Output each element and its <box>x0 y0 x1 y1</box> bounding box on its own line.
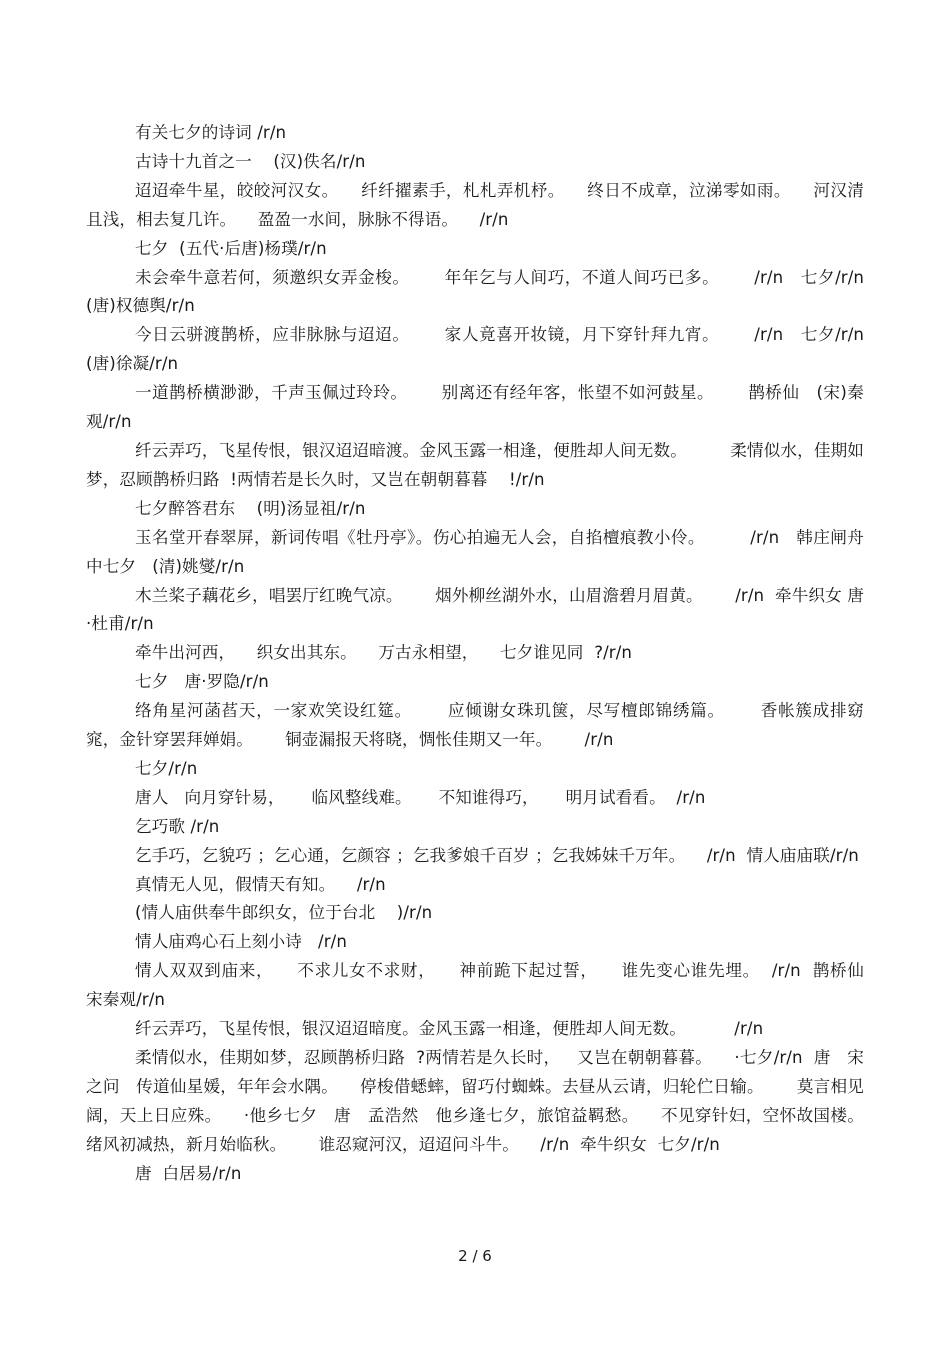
paragraph: 情人庙鸡心石上刻小诗 /r/n <box>135 932 347 952</box>
paragraph: 玉名堂开春翠屏，新词传唱《牡丹亭》。伤心拍遍无人会，自掐檀痕教小伶。 /r/n 韩庄闸舟中七夕 (清)姚燮/r/n <box>86 527 864 576</box>
paragraph: 迢迢牵牛星，皎皎河汉女。 纤纤擢素手，札札弄机杼。 终日不成章，泣涕零如雨。 河汉清且浅，相去复几许。 盈盈一水间，脉脉不得语。 /r/n <box>86 180 864 229</box>
paragraph: 纤云弄巧，飞星传恨，银汉迢迢暗度。金风玉露一相逢，便胜却人间无数。 /r/n <box>135 1019 764 1039</box>
paragraph: 古诗十九首之一 (汉)佚名/r/n <box>135 151 366 171</box>
page-number: 2 / 6 <box>458 1247 492 1265</box>
paragraph: 乞巧歌 /r/n <box>135 816 220 836</box>
paragraph: 络角星河菡萏天，一家欢笑设红筵。 应倾谢女珠玑箧，尽写檀郎锦绣篇。 香帐簇成排窈窕，金针穿罢拜婵娟。 铜壶漏报天将晓，惆怅佳期又一年。 /r/n <box>86 701 864 750</box>
document-body <box>86 119 881 1189</box>
paragraph: 情人双双到庙来， 不求儿女不求财， 神前跪下起过誓， 谁先变心谁先埋。 /r/n 鹊桥仙 宋秦观/r/n <box>86 961 881 1010</box>
paragraph: 唐人 向月穿针易， 临风整线难。 不知谁得巧， 明月试看看。 /r/n <box>135 787 706 807</box>
paragraph: 有关七夕的诗词 /r/n <box>135 123 287 142</box>
paragraph: (情人庙供奉牛郎织女，位于台北 )/r/n <box>135 903 433 923</box>
paragraph: 真情无人见，假情天有知。 /r/n <box>135 874 386 894</box>
paragraph: 乞手巧，乞貌巧 ；乞心通，乞颜容 ；乞我爹娘千百岁 ；乞我姊妹千万年。 /r/n 情人庙庙联/r/n <box>135 845 859 865</box>
paragraph: 柔情似水，佳期如梦，忍顾鹊桥归路 ?两情若是久长时， 又岂在朝朝暮暮。 ·七夕/r/n 唐 宋之问 传道仙星媛，年年会水隅。 停梭借蟋蟀，留巧付蜘蛛。去昼从云请，归轮伫日输。 莫言相见阔，天上日应殊。 ·他乡七夕 唐 孟浩然 他乡逢七夕，旅馆益羁愁。 不见穿针妇，空怀故国楼。绪风初减热，新月始临秋。 谁忍窥河汉，迢迢问斗牛。 /r/n 牵牛织女 七夕/r/n <box>86 1048 864 1154</box>
paragraph: 七夕 唐·罗隐/r/n <box>135 672 269 692</box>
paragraph: 七夕 (五代·后唐)杨璞/r/n <box>135 238 327 258</box>
paragraph: 唐 白居易/r/n <box>135 1163 242 1183</box>
paragraph: 纤云弄巧，飞星传恨，银汉迢迢暗渡。金风玉露一相逢，便胜却人间无数。 柔情似水，佳期如梦，忍顾鹊桥归路 !两情若是长久时，又岂在朝朝暮暮 !/r/n <box>86 440 864 489</box>
paragraph: 未会牵牛意若何，须邀织女弄金梭。 年年乞与人间巧，不道人间巧已多。 /r/n 七夕/r/n (唐)权德舆/r/n <box>86 267 870 316</box>
paragraph: 木兰桨子藕花乡，唱罢厅红晚气凉。 烟外柳丝湖外水，山眉澹碧月眉黄。 /r/n 牵牛织女 唐·杜甫/r/n <box>86 585 864 634</box>
paragraph: 一道鹊桥横渺渺，千声玉佩过玲玲。 别离还有经年客，怅望不如河鼓星。 鹊桥仙 (宋)秦观/r/n <box>86 383 864 432</box>
paragraph: 牵牛出河西， 织女出其东。 万古永相望， 七夕谁见同 ?/r/n <box>135 643 633 663</box>
paragraph: 七夕/r/n <box>135 758 198 778</box>
paragraph: 七夕醉答君东 (明)汤显祖/r/n <box>135 498 366 518</box>
paragraph: 今日云骈渡鹊桥，应非脉脉与迢迢。 家人竟喜开妆镜，月下穿针拜九宵。 /r/n 七夕/r/n (唐)徐凝/r/n <box>86 325 870 374</box>
